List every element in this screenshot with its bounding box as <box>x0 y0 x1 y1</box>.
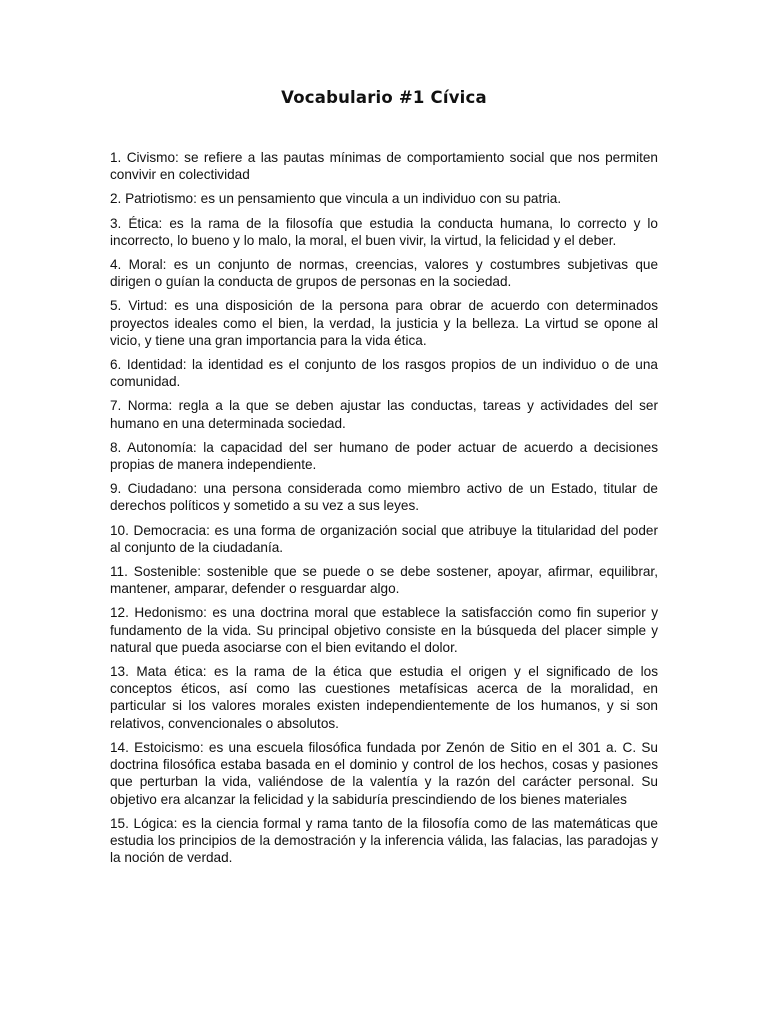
vocabulary-item-3: 3. Ética: es la rama de la filosofía que estudia la conducta humana, lo correcto y lo incorrecto, lo bueno y lo malo, la moral, el buen vivir, la virtud, la felicidad y el deber. <box>110 215 658 248</box>
vocabulary-item-5: 5. Virtud: es una disposición de la persona para obrar de acuerdo con determinados proyectos ideales como el bien, la verdad, la justicia y la belleza. La virtud se opone al vicio, y tiene una gran importancia para la vida ética. <box>110 298 658 348</box>
vocabulary-item-12: 12. Hedonismo: es una doctrina moral que establece la satisfacción como fin superior y fundamento de la vida. Su principal objetivo consiste en la búsqueda del placer simple y natural que pueda asociarse con el bien evitando el dolor. <box>110 605 658 655</box>
page-title: Vocabulario #1 Cívica <box>281 88 487 107</box>
vocabulary-list <box>110 149 658 873</box>
vocabulary-item-10: 10. Democracia: es una forma de organización social que atribuye la titularidad del poder al conjunto de la ciudadanía. <box>110 522 658 555</box>
vocabulary-item-1: 1. Civismo: se refiere a las pautas mínimas de comportamiento social que nos permiten convivir en colectividad <box>110 150 658 183</box>
vocabulary-item-13: 13. Mata ética: es la rama de la ética que estudia el origen y el significado de los conceptos éticos, así como las cuestiones metafísicas acerca de la moralidad, en particular si los valores morales existen independientemente de los humanos, y si son relativos, convencionales o absolutos. <box>110 664 658 731</box>
vocabulary-item-7: 7. Norma: regla a la que se deben ajustar las conductas, tareas y actividades del ser humano en una determinada sociedad. <box>110 398 658 431</box>
vocabulary-item-2: 2. Patriotismo: es un pensamiento que vincula a un individuo con su patria. <box>110 191 562 207</box>
vocabulary-item-9: 9. Ciudadano: una persona considerada como miembro activo de un Estado, titular de derechos políticos y sometido a su vez a sus leyes. <box>110 481 658 514</box>
vocabulary-item-4: 4. Moral: es un conjunto de normas, creencias, valores y costumbres subjetivas que dirigen o guían la conducta de grupos de personas en la sociedad. <box>110 257 658 290</box>
vocabulary-item-6: 6. Identidad: la identidad es el conjunto de los rasgos propios de un individuo o de una comunidad. <box>110 357 658 390</box>
vocabulary-item-14: 14. Estoicismo: es una escuela filosófica fundada por Zenón de Sitio en el 301 a. C. Su doctrina filosófica estaba basada en el dominio y control de los hechos, cosas y pasiones que perturban la vida, valiéndose de la valentía y la razón del carácter personal. Su objetivo era alcanzar la felicidad y la sabiduría prescindiendo de los bienes materiales <box>110 739 658 807</box>
vocabulary-item-15: 15. Lógica: es la ciencia formal y rama tanto de la filosofía como de las matemáticas que estudia los principios de la demostración y la inferencia válida, las falacias, las paradojas y la noción de verdad. <box>110 815 658 866</box>
vocabulary-item-8: 8. Autonomía: la capacidad del ser humano de poder actuar de acuerdo a decisiones propias de manera independiente. <box>110 439 658 473</box>
vocabulary-item-11: 11. Sostenible: sostenible que se puede o se debe sostener, apoyar, afirmar, equilibrar, mantener, amparar, defender o resguardar algo. <box>110 564 658 597</box>
